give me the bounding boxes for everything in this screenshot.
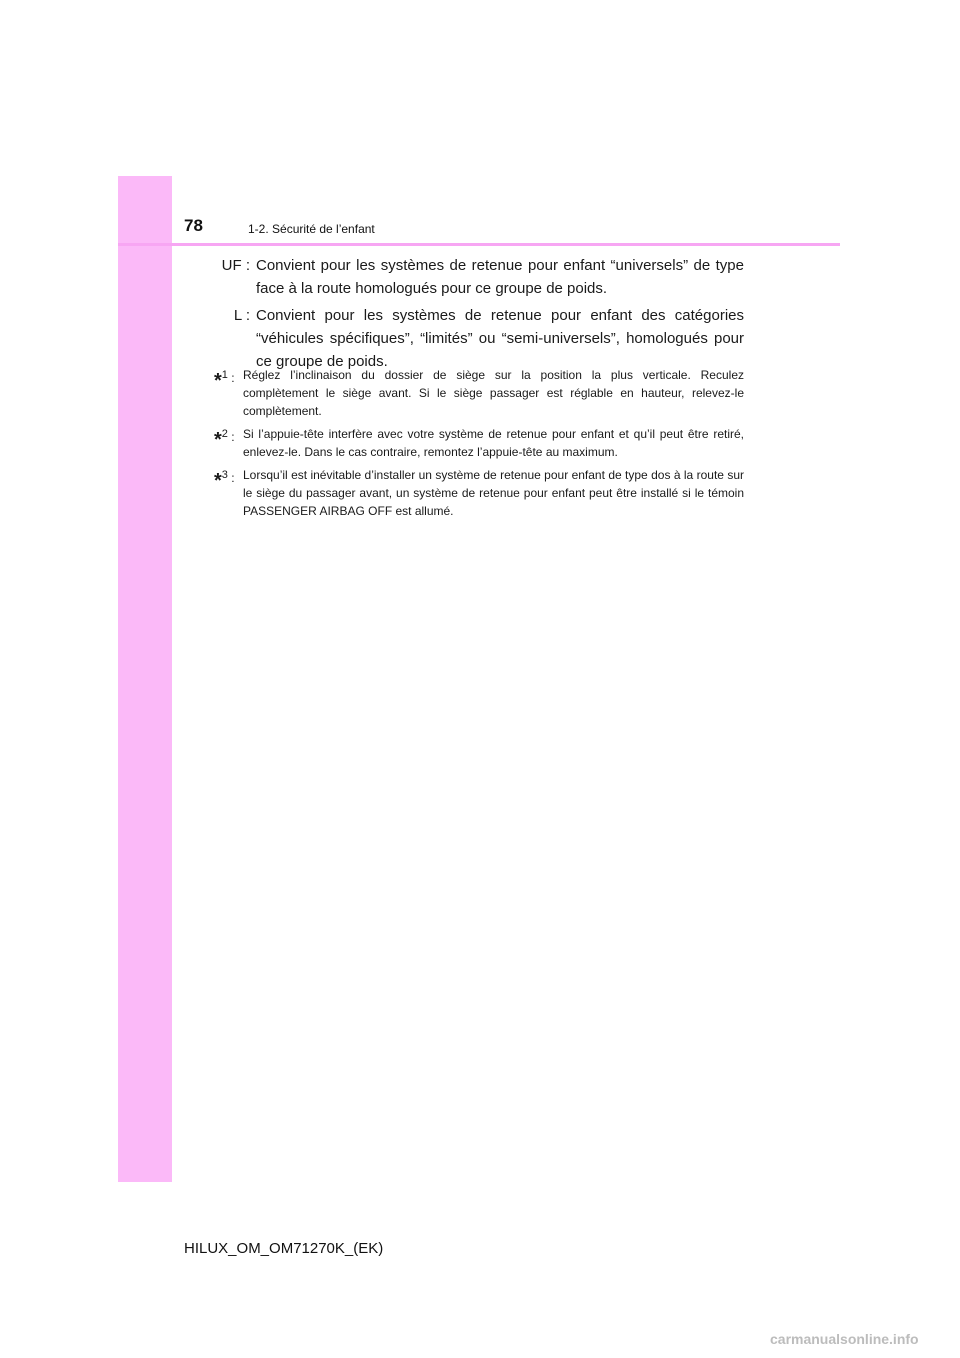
- footnote: [214, 425, 744, 461]
- header-rule: [118, 243, 840, 246]
- footnote: [214, 466, 744, 520]
- footnote-marker: *2 :: [214, 428, 235, 451]
- footnote-marker: *1 :: [214, 369, 235, 392]
- footnote: [214, 366, 744, 420]
- page-number: 78: [184, 216, 203, 235]
- document-code: HILUX_OM_OM71270K_(EK): [184, 1240, 384, 1257]
- footnotes: [214, 366, 744, 525]
- definition-item: [206, 254, 744, 300]
- footnote-text: Réglez l’inclinaison du dossier de siège sur la position la plus verticale. Reculez complètement le siège avant. Si le siège passager est réglable en hauteur, relevez-le complètement.: [243, 368, 744, 418]
- footnote-text: Lorsqu’il est inévitable d’installer un système de retenue pour enfant de type dos à la route sur le siège du passager avant, un système de retenue pour enfant peut être installé si le témoin PASSENGER AIRBAG OFF est allumé.: [243, 468, 744, 518]
- definition-key: L :: [233, 307, 250, 324]
- section-title: 1-2. Sécurité de l’enfant: [248, 222, 375, 236]
- footnote-text: Si l’appuie-tête interfère avec votre système de retenue pour enfant et qu’il peut être retiré, enlevez-le. Dans le cas contraire, remontez l’appuie-tête au maximum.: [243, 427, 744, 459]
- definition-text: Convient pour les systèmes de retenue pour enfant “universels” de type face à la route homologués pour ce groupe de poids.: [256, 257, 744, 297]
- definition-item: [206, 304, 744, 373]
- section-sidebar-tab: [118, 176, 172, 1182]
- definition-text: Convient pour les systèmes de retenue pour enfant des catégories “véhicules spécifiques”, “limités” ou “semi-universels”, homologués pour ce groupe de poids.: [256, 307, 744, 370]
- definition-key: UF :: [221, 257, 250, 274]
- definition-list: [206, 254, 744, 377]
- watermark: carmanualsonline.info: [770, 1331, 919, 1347]
- footnote-marker: *3 :: [214, 469, 235, 492]
